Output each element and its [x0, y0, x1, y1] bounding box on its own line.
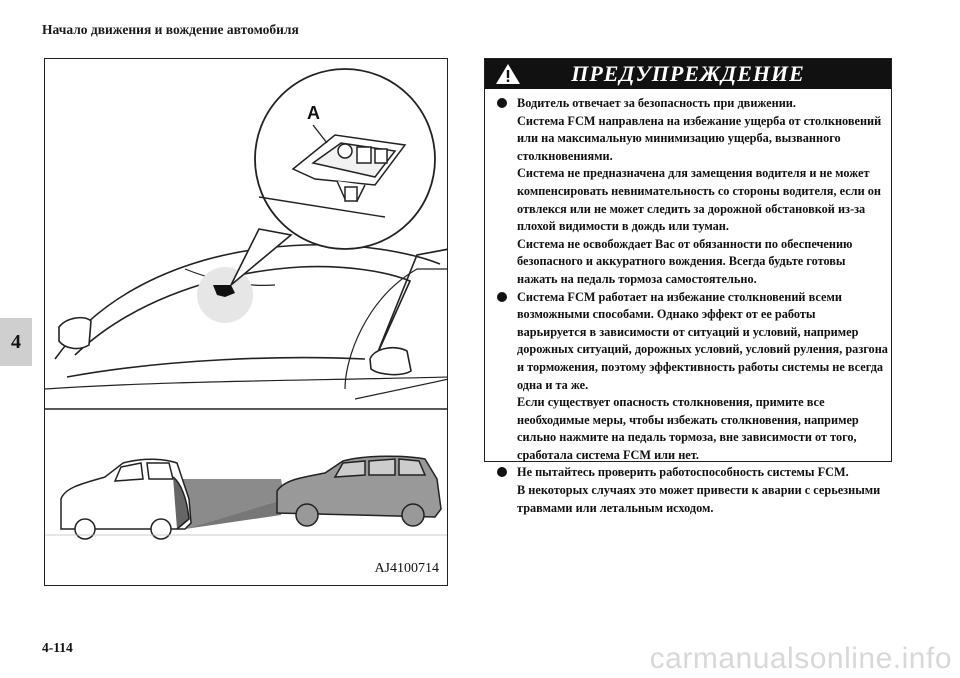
page-number: 4-114 — [42, 640, 73, 655]
callout-label: A — [307, 103, 320, 123]
warning-text-line: Водитель отвечает за безопасность при движении. — [517, 96, 796, 110]
warning-text-line: плохой видимости в дождь или туман. — [517, 219, 729, 234]
warning-text-line: столкновениями. — [517, 148, 613, 163]
warning-text-line: возможными способами. Однако эффект от ее работы — [517, 307, 816, 322]
warning-item — [495, 95, 883, 289]
warning-text-line: Система не предназначена для замещения водителя и не может — [517, 166, 870, 181]
bullet-icon — [497, 98, 507, 108]
warning-text-line: дорожных ситуаций, дорожных условий, условий руления, разгона — [517, 342, 888, 357]
figure-fcm-camera — [44, 58, 448, 586]
warning-text-line: В некоторых случаях это может привести к аварии с серьезными — [517, 483, 881, 498]
figure-code: AJ4100714 — [374, 561, 439, 576]
chapter-number: 4 — [11, 330, 21, 353]
warning-header — [485, 59, 891, 89]
warning-text-line: компенсировать невнимательность со стороны водителя, если он — [517, 183, 881, 198]
page-header: Начало движения и вождение автомобиля — [42, 22, 299, 37]
chapter-tab — [0, 318, 32, 366]
warning-item — [495, 464, 883, 517]
bullet-icon — [497, 292, 507, 302]
warning-item — [495, 289, 888, 465]
warning-box — [484, 58, 892, 515]
warning-text-line: или на максимальную минимизацию ущерба, вызванного — [517, 131, 841, 146]
warning-text-line: Система не освобождает Вас от обязанности по обеспечению — [517, 236, 853, 251]
warning-title: ПРЕДУПРЕЖДЕНИЕ — [571, 61, 805, 86]
warning-text-line: одна и та же. — [517, 377, 589, 392]
warning-text-line: варьируется в зависимости от ситуаций и условий, например — [517, 324, 859, 339]
warning-text-line: травмами или летальным исходом. — [517, 500, 714, 515]
warning-text-line: Система FCM направлена на избежание ущерба от столкновений — [517, 113, 882, 128]
warning-text-line: и торможения, поэтому эффективность работы системы не всегда — [517, 359, 884, 374]
bullet-icon — [497, 467, 507, 477]
watermark: carmanualsonline.info — [649, 642, 952, 675]
warning-text-line: Если существует опасность столкновения, примите все — [517, 395, 825, 410]
warning-text-line: Не пытайтесь проверить работоспособность системы FCM. — [517, 465, 849, 480]
warning-text-line: безопасного и аккуратного вождения. Всегда будьте готовы — [517, 254, 846, 269]
warning-text-line: необходимые меры, чтобы избежать столкновения, например — [517, 412, 859, 427]
warning-body — [485, 89, 891, 517]
warning-text-line: Система FCM работает на избежание столкновений всеми — [517, 289, 842, 304]
warning-text-line: отвлекся или не может следить за дорожной обстановкой из-за — [517, 201, 866, 216]
warning-triangle-icon — [495, 63, 521, 90]
warning-text-line: нажать на педаль тормоза самостоятельно. — [517, 271, 757, 286]
warning-text-line: сильно нажмите на педаль тормоза, вне зависимости от того, — [517, 430, 857, 445]
figure-illustration — [45, 59, 448, 586]
warning-text-line: сработала система FCM или нет. — [517, 447, 699, 462]
